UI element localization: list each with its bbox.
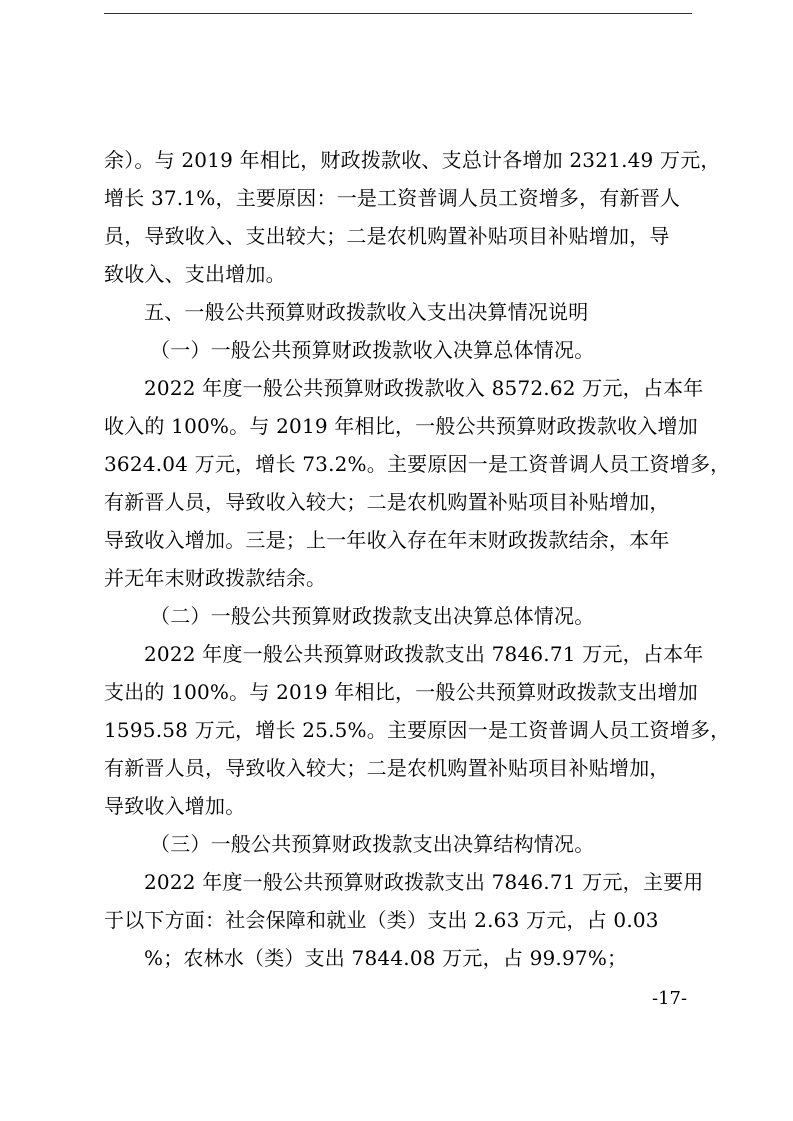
paragraph-line: 收入的 100%。与 2019 年相比，一般公共预算财政拨款收入增加 bbox=[104, 414, 698, 438]
paragraph-line: 2022 年度一般公共预算财政拨款收入 8572.62 万元，占本年 bbox=[144, 376, 704, 400]
section-heading: 五、一般公共预算财政拨款收入支出决算情况说明 bbox=[144, 300, 589, 324]
paragraph-line: 2022 年度一般公共预算财政拨款支出 7846.71 万元，主要用 bbox=[144, 870, 704, 894]
paragraph-line: 员，导致收入、支出较大；二是农机购置补贴项目补贴增加，导 bbox=[104, 224, 670, 248]
paragraph-line: 1595.58 万元，增长 25.5%。主要原因一是工资普调人员工资增多， bbox=[104, 718, 731, 742]
subsection-heading: （二）一般公共预算财政拨款支出决算总体情况。 bbox=[150, 604, 595, 628]
paragraph-line: %；农林水（类）支出 7844.08 万元，占 99.97%； bbox=[144, 946, 628, 970]
paragraph-line: 支出的 100%。与 2019 年相比，一般公共预算财政拨款支出增加 bbox=[104, 680, 698, 704]
paragraph-line: 于以下方面：社会保障和就业（类）支出 2.63 万元，占 0.03 bbox=[104, 908, 659, 932]
page-number: -17- bbox=[652, 988, 688, 1009]
paragraph-line: 并无年末财政拨款结余。 bbox=[104, 566, 327, 590]
header-rule bbox=[104, 13, 692, 14]
paragraph-line: 增长 37.1%，主要原因：一是工资普调人员工资增多，有新晋人 bbox=[104, 186, 681, 210]
paragraph-line: 2022 年度一般公共预算财政拨款支出 7846.71 万元，占本年 bbox=[144, 642, 704, 666]
paragraph-line: 有新晋人员，导致收入较大；二是农机购置补贴项目补贴增加， bbox=[104, 756, 670, 780]
paragraph-line: 致收入、支出增加。 bbox=[104, 262, 286, 286]
subsection-heading: （三）一般公共预算财政拨款支出决算结构情况。 bbox=[150, 832, 595, 856]
paragraph-line: 导致收入增加。三是；上一年收入存在年末财政拨款结余，本年 bbox=[104, 528, 670, 552]
paragraph-line: 余）。与 2019 年相比，财政拨款收、支总计各增加 2321.49 万元， bbox=[104, 148, 721, 172]
subsection-heading: （一）一般公共预算财政拨款收入决算总体情况。 bbox=[150, 338, 595, 362]
paragraph-line: 3624.04 万元，增长 73.2%。主要原因一是工资普调人员工资增多， bbox=[104, 452, 731, 476]
paragraph-line: 导致收入增加。 bbox=[104, 794, 246, 818]
paragraph-line: 有新晋人员，导致收入较大；二是农机购置补贴项目补贴增加， bbox=[104, 490, 670, 514]
